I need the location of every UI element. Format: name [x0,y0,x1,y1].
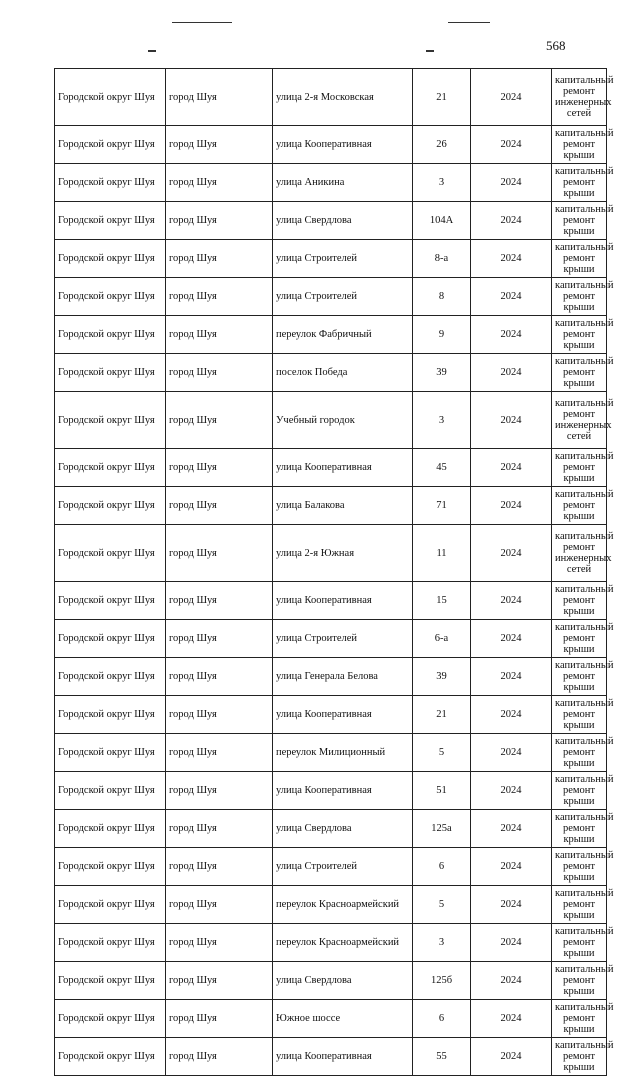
cell-street: улица Генерала Белова [273,658,413,696]
table-row [55,487,607,525]
cell-district: Городской округ Шуя [55,1038,166,1076]
cell-district: Городской округ Шуя [55,69,166,126]
cell-house-number: 125а [413,810,471,848]
cell-district: Городской округ Шуя [55,525,166,582]
table-row [55,278,607,316]
cell-district: Городской округ Шуя [55,582,166,620]
cell-district: Городской округ Шуя [55,278,166,316]
cell-district: Городской округ Шуя [55,620,166,658]
cell-street: улица Кооперативная [273,696,413,734]
cell-year: 2024 [471,487,552,525]
cell-street: переулок Милиционный [273,734,413,772]
cell-house-number: 39 [413,354,471,392]
cell-year: 2024 [471,392,552,449]
cell-district: Городской округ Шуя [55,848,166,886]
cell-street: улица Строителей [273,278,413,316]
cell-year: 2024 [471,164,552,202]
table-row [55,810,607,848]
table-row [55,126,607,164]
cell-year: 2024 [471,449,552,487]
cell-street: улица Свердлова [273,810,413,848]
cell-house-number: 55 [413,1038,471,1076]
table-row [55,202,607,240]
cell-year: 2024 [471,962,552,1000]
cell-district: Городской округ Шуя [55,392,166,449]
cell-settlement: город Шуя [166,164,273,202]
cell-house-number: 15 [413,582,471,620]
table-row [55,449,607,487]
cell-settlement: город Шуя [166,316,273,354]
cell-street: переулок Красноармейский [273,924,413,962]
table-row [55,69,607,126]
cell-street: Южное шоссе [273,1000,413,1038]
cell-work-type: капитальный ремонт крыши [552,316,607,354]
cell-district: Городской округ Шуя [55,772,166,810]
table-row [55,354,607,392]
table-row [55,924,607,962]
cell-settlement: город Шуя [166,696,273,734]
cell-street: переулок Фабричный [273,316,413,354]
table-row [55,734,607,772]
table-row [55,848,607,886]
cell-work-type: капитальный ремонт крыши [552,354,607,392]
cell-settlement: город Шуя [166,1000,273,1038]
cell-district: Городской округ Шуя [55,658,166,696]
cell-year: 2024 [471,696,552,734]
cell-year: 2024 [471,240,552,278]
cell-work-type: капитальный ремонт крыши [552,696,607,734]
cell-settlement: город Шуя [166,810,273,848]
cell-street: улица Аникина [273,164,413,202]
scan-mark [148,50,156,52]
cell-house-number: 51 [413,772,471,810]
cell-year: 2024 [471,1000,552,1038]
cell-work-type: капитальный ремонт крыши [552,126,607,164]
cell-work-type: капитальный ремонт крыши [552,658,607,696]
scan-mark [426,50,434,52]
cell-work-type: капитальный ремонт крыши [552,848,607,886]
cell-street: улица 2-я Южная [273,525,413,582]
cell-settlement: город Шуя [166,848,273,886]
cell-settlement: город Шуя [166,620,273,658]
cell-street: улица Кооперативная [273,449,413,487]
cell-house-number: 3 [413,924,471,962]
cell-district: Городской округ Шуя [55,886,166,924]
cell-work-type: капитальный ремонт крыши [552,582,607,620]
table-row [55,392,607,449]
cell-district: Городской округ Шуя [55,810,166,848]
cell-settlement: город Шуя [166,525,273,582]
table-row [55,525,607,582]
cell-district: Городской округ Шуя [55,734,166,772]
cell-year: 2024 [471,810,552,848]
cell-district: Городской округ Шуя [55,696,166,734]
cell-work-type: капитальный ремонт крыши [552,487,607,525]
cell-settlement: город Шуя [166,449,273,487]
cell-year: 2024 [471,525,552,582]
cell-work-type: капитальный ремонт крыши [552,620,607,658]
cell-house-number: 26 [413,126,471,164]
cell-street: улица Свердлова [273,962,413,1000]
cell-work-type: капитальный ремонт крыши [552,202,607,240]
cell-street: переулок Красноармейский [273,886,413,924]
cell-district: Городской округ Шуя [55,164,166,202]
cell-street: улица Кооперативная [273,126,413,164]
cell-work-type: капитальный ремонт крыши [552,449,607,487]
cell-year: 2024 [471,924,552,962]
cell-district: Городской округ Шуя [55,240,166,278]
table-row [55,164,607,202]
cell-settlement: город Шуя [166,658,273,696]
cell-district: Городской округ Шуя [55,924,166,962]
cell-street: улица Строителей [273,240,413,278]
cell-house-number: 21 [413,69,471,126]
cell-house-number: 5 [413,734,471,772]
cell-street: улица Кооперативная [273,1038,413,1076]
cell-settlement: город Шуя [166,962,273,1000]
cell-work-type: капитальный ремонт инженерных сетей [552,69,607,126]
cell-street: улица Строителей [273,848,413,886]
cell-district: Городской округ Шуя [55,354,166,392]
cell-work-type: капитальный ремонт крыши [552,886,607,924]
cell-street: улица Строителей [273,620,413,658]
cell-house-number: 104А [413,202,471,240]
cell-settlement: город Шуя [166,734,273,772]
cell-district: Городской округ Шуя [55,202,166,240]
cell-street: Учебный городок [273,392,413,449]
cell-work-type: капитальный ремонт инженерных сетей [552,392,607,449]
cell-work-type: капитальный ремонт крыши [552,240,607,278]
cell-house-number: 6 [413,1000,471,1038]
cell-settlement: город Шуя [166,487,273,525]
cell-year: 2024 [471,202,552,240]
cell-work-type: капитальный ремонт крыши [552,924,607,962]
cell-settlement: город Шуя [166,582,273,620]
cell-year: 2024 [471,69,552,126]
table-row [55,240,607,278]
cell-house-number: 39 [413,658,471,696]
table-row [55,1000,607,1038]
cell-settlement: город Шуя [166,886,273,924]
cell-house-number: 71 [413,487,471,525]
cell-year: 2024 [471,734,552,772]
cell-settlement: город Шуя [166,1038,273,1076]
cell-settlement: город Шуя [166,392,273,449]
cell-year: 2024 [471,126,552,164]
table-row [55,962,607,1000]
cell-district: Городской округ Шуя [55,1000,166,1038]
table-row [55,316,607,354]
cell-house-number: 125б [413,962,471,1000]
registry-table-body [55,69,614,1076]
cell-settlement: город Шуя [166,772,273,810]
cell-street: поселок Победа [273,354,413,392]
cell-house-number: 9 [413,316,471,354]
cell-work-type: капитальный ремонт крыши [552,1038,607,1076]
cell-street: улица Свердлова [273,202,413,240]
cell-year: 2024 [471,316,552,354]
cell-year: 2024 [471,886,552,924]
cell-house-number: 8-а [413,240,471,278]
table-row [55,658,607,696]
cell-work-type: капитальный ремонт крыши [552,734,607,772]
cell-house-number: 3 [413,164,471,202]
cell-work-type: капитальный ремонт крыши [552,962,607,1000]
registry-table [54,68,614,1076]
cell-street: улица Кооперативная [273,582,413,620]
cell-settlement: город Шуя [166,278,273,316]
cell-year: 2024 [471,1038,552,1076]
cell-street: улица Балакова [273,487,413,525]
cell-work-type: капитальный ремонт крыши [552,1000,607,1038]
cell-work-type: капитальный ремонт крыши [552,810,607,848]
cell-year: 2024 [471,848,552,886]
cell-work-type: капитальный ремонт крыши [552,164,607,202]
cell-house-number: 21 [413,696,471,734]
cell-district: Городской округ Шуя [55,316,166,354]
cell-house-number: 5 [413,886,471,924]
cell-settlement: город Шуя [166,126,273,164]
cell-house-number: 11 [413,525,471,582]
cell-house-number: 8 [413,278,471,316]
cell-work-type: капитальный ремонт инженерных сетей [552,525,607,582]
cell-work-type: капитальный ремонт крыши [552,278,607,316]
cell-street: улица 2-я Московская [273,69,413,126]
cell-settlement: город Шуя [166,202,273,240]
cell-settlement: город Шуя [166,69,273,126]
cell-year: 2024 [471,278,552,316]
table-row [55,1038,607,1076]
cell-year: 2024 [471,772,552,810]
cell-district: Городской округ Шуя [55,487,166,525]
cell-street: улица Кооперативная [273,772,413,810]
table-row [55,582,607,620]
cell-year: 2024 [471,354,552,392]
cell-house-number: 3 [413,392,471,449]
cell-year: 2024 [471,620,552,658]
scan-mark [448,22,490,23]
scan-mark [172,22,232,23]
table-row [55,620,607,658]
cell-year: 2024 [471,582,552,620]
page-number: 568 [546,38,566,53]
cell-settlement: город Шуя [166,354,273,392]
table-row [55,772,607,810]
cell-district: Городской округ Шуя [55,962,166,1000]
cell-settlement: город Шуя [166,240,273,278]
cell-year: 2024 [471,658,552,696]
cell-house-number: 6 [413,848,471,886]
cell-house-number: 6-а [413,620,471,658]
cell-work-type: капитальный ремонт крыши [552,772,607,810]
cell-district: Городской округ Шуя [55,449,166,487]
cell-house-number: 45 [413,449,471,487]
table-row [55,696,607,734]
cell-district: Городской округ Шуя [55,126,166,164]
cell-settlement: город Шуя [166,924,273,962]
